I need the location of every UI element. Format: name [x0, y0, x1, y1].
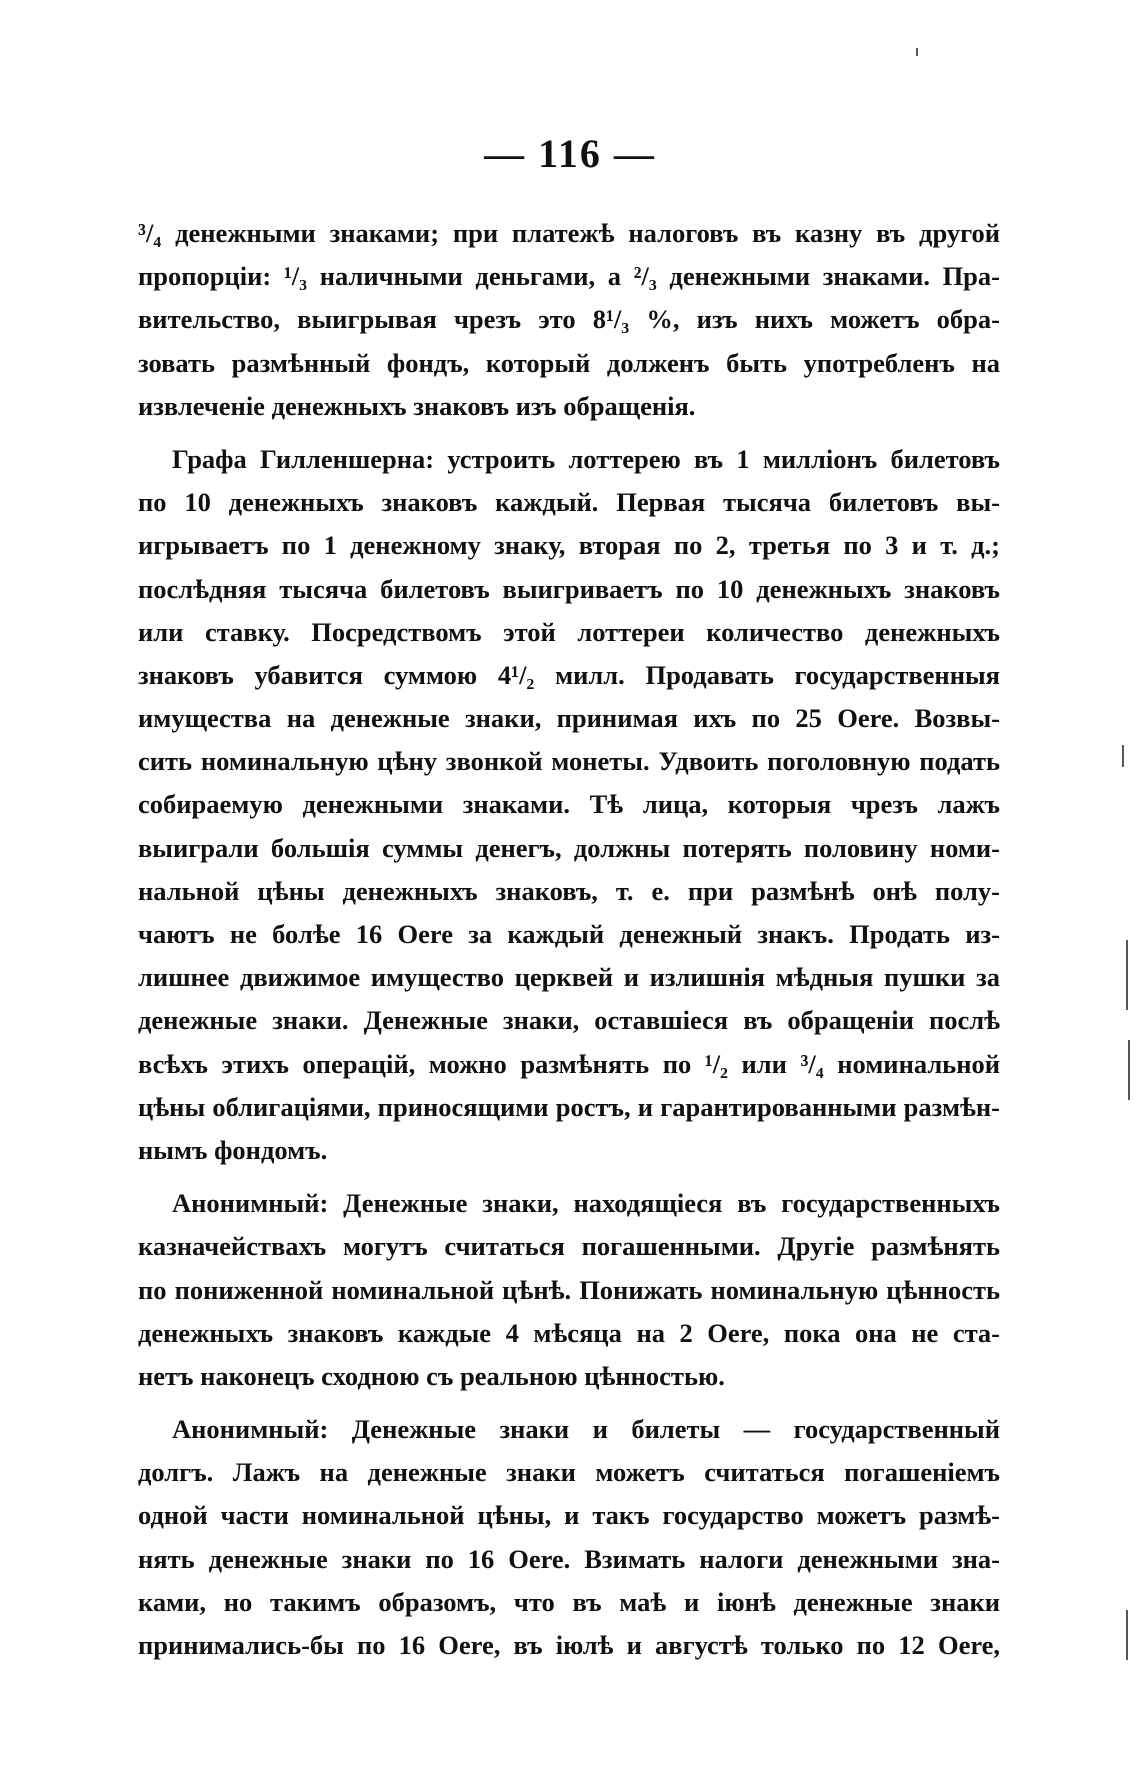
text-line: Анонимный: Денежные знаки и билеты — государственный	[172, 1414, 1000, 1445]
text-line: выиграли большія суммы денегъ, должны потерять половину номи-	[138, 832, 1000, 863]
text-line: знаковъ убавится суммою 4¹/₂ милл. Продавать государственныя	[138, 659, 1000, 690]
text-line: ками, но такимъ образомъ, что въ маѣ и іюнѣ денежные знаки	[138, 1586, 1000, 1617]
text-line: по 10 денежныхъ знаковъ каждый. Первая тысяча билетовъ вы-	[138, 487, 1000, 518]
paragraph-4	[138, 1408, 1000, 1667]
paragraph-3	[138, 1182, 1000, 1398]
scan-mark	[1128, 1040, 1130, 1100]
text-line: денежные знаки. Денежные знаки, оставшіеся въ обращеніи послѣ	[138, 1005, 1000, 1036]
text-line: денежныхъ знаковъ каждые 4 мѣсяца на 2 Oere, пока она не ста-	[138, 1317, 1000, 1348]
text-line: принимались-бы по 16 Oere, въ іюлѣ и августѣ только по 12 Oere,	[138, 1630, 1000, 1660]
text-line: игрываетъ по 1 денежному знаку, вторая по 2, третья по 3 и т. д.;	[138, 530, 1000, 561]
page-number: — 116 —	[484, 131, 656, 176]
text-line: нымъ фондомъ.	[138, 1134, 328, 1165]
text-line: по пониженной номинальной цѣнѣ. Понижать номинальную цѣнность	[138, 1274, 1000, 1305]
text-line: или ставку. Посредствомъ этой лоттереи количество денежныхъ	[138, 616, 1000, 647]
text-line: имущества на денежные знаки, принимая ихъ по 25 Oere. Возвы-	[138, 703, 1000, 734]
text-line: одной части номинальной цѣны, и такъ государство можетъ размѣ-	[138, 1500, 1000, 1531]
text-line: извлеченіе денежныхъ знаковъ изъ обращенія.	[138, 390, 696, 421]
text-line: нять денежные знаки по 16 Oere. Взимать налоги денежными зна-	[138, 1543, 1000, 1574]
text-line: ³/₄ денежными знаками; при платежѣ налоговъ въ казну въ другой	[138, 218, 1000, 248]
scan-mark	[916, 48, 918, 56]
text-line: казначействахъ могутъ считаться погашенными. Другіе размѣнять	[138, 1231, 1000, 1262]
scan-mark	[1122, 745, 1124, 767]
text-line: долгъ. Лажъ на денежные знаки можетъ считаться погашеніемъ	[138, 1457, 1000, 1488]
text-line: вительство, выигрывая чрезъ это 8¹/₃ %, изъ нихъ можетъ обра-	[138, 304, 1000, 335]
text-line: пропорціи: ¹/₃ наличными деньгами, а ²/₃ денежными знаками. Пра-	[138, 261, 1000, 292]
text-line: послѣдняя тысяча билетовъ выигриваетъ по 10 денежныхъ знаковъ	[138, 573, 1000, 604]
text-line: всѣхъ этихъ операцій, можно размѣнять по ¹/₂ или ³/₄ номинальной	[138, 1048, 1000, 1079]
text-line: чаютъ не болѣе 16 Oere за каждый денежный знакъ. Продать из-	[138, 919, 1000, 949]
text-line: нетъ наконецъ сходною съ реальною цѣнностью.	[138, 1360, 725, 1391]
scan-mark	[1126, 1610, 1128, 1660]
text-line: собираемую денежными знаками. Тѣ лица, которыя чрезъ лажъ	[138, 789, 1000, 820]
text-line: Анонимный: Денежные знаки, находящіеся въ государственныхъ	[172, 1188, 1000, 1219]
text-line: зовать размѣнный фондъ, который долженъ быть употребленъ на	[138, 347, 1000, 378]
body-text	[138, 212, 1000, 1667]
text-line: цѣны облигаціями, приносящими ростъ, и гарантированными размѣн-	[138, 1091, 1000, 1122]
scan-mark	[1126, 940, 1128, 1010]
text-line: нальной цѣны денежныхъ знаковъ, т. е. при размѣнѣ онѣ полу-	[138, 875, 1000, 906]
text-line: сить номинальную цѣну звонкой монеты. Удвоить поголовную подать	[138, 746, 1000, 777]
text-line: лишнее движимое имущество церквей и излишнія мѣдныя пушки за	[138, 962, 1000, 993]
paragraph-2	[138, 438, 1000, 1172]
paragraph-1	[138, 212, 1000, 428]
text-line: Графа Гилленшерна: устроить лоттерею въ 1 милліонъ билетовъ	[172, 443, 1000, 474]
